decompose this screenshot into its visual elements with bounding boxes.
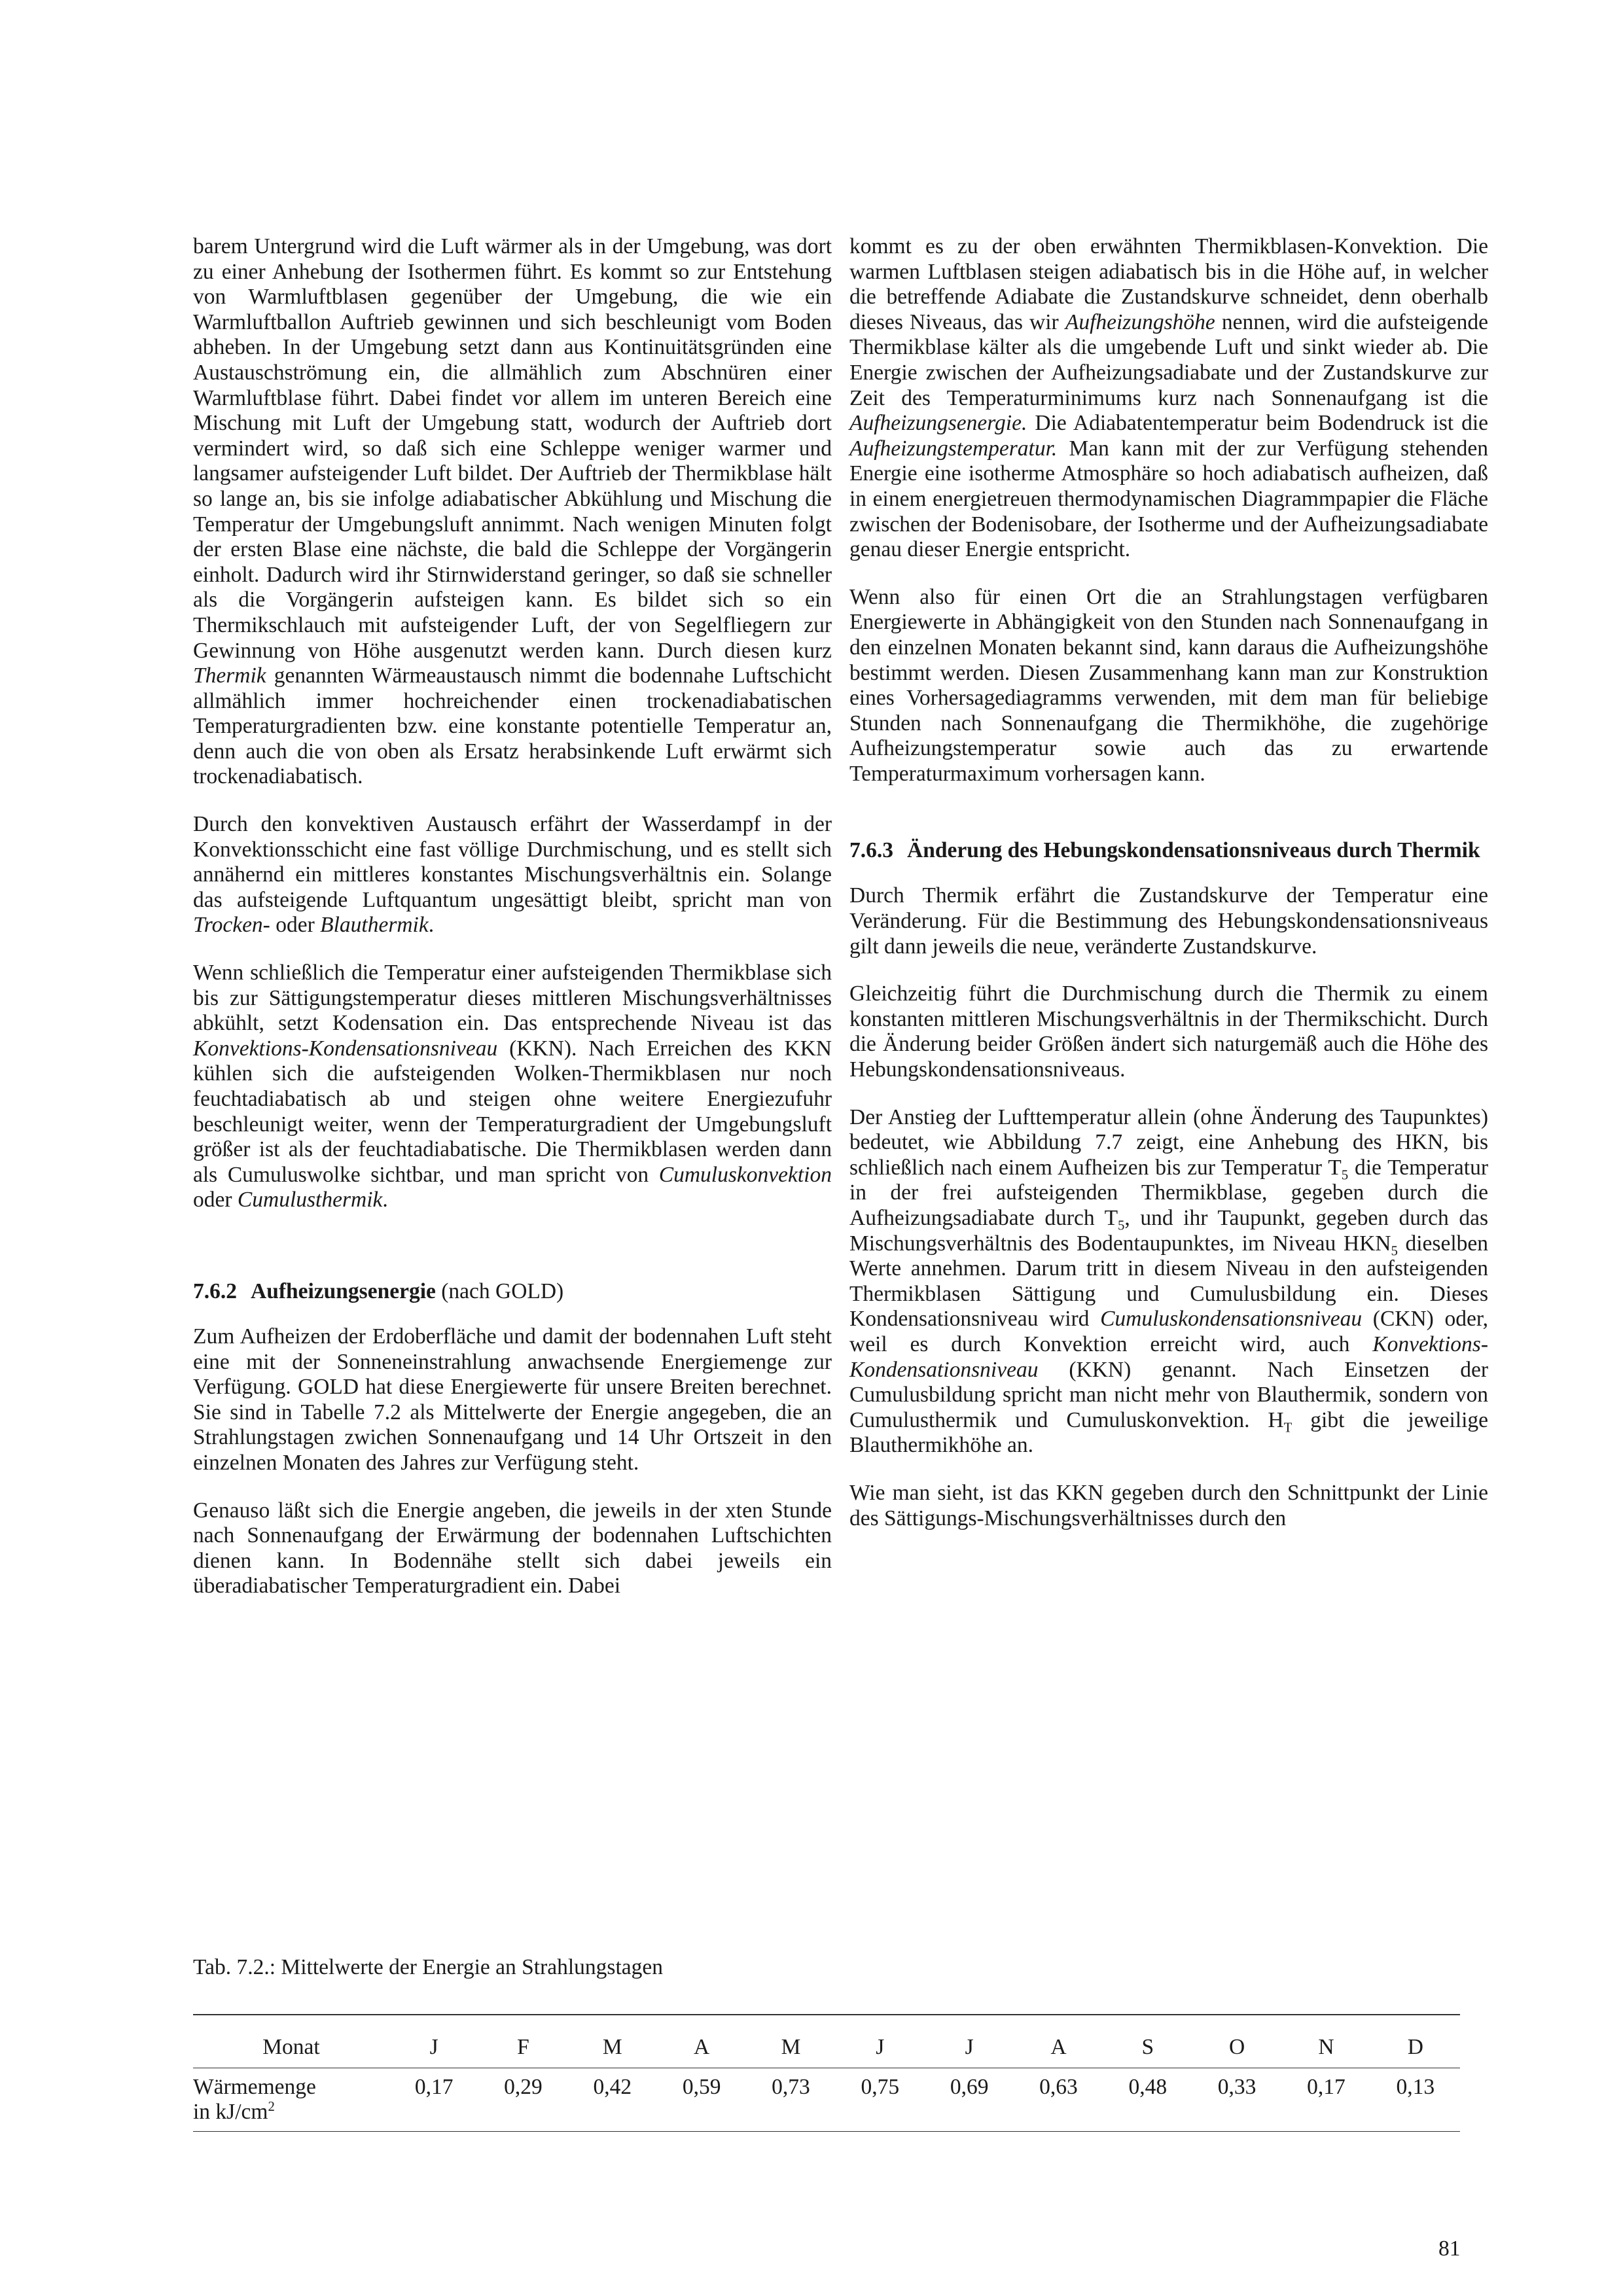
table-cell: 0,17 xyxy=(389,2068,478,2132)
table-header-row xyxy=(193,2015,1460,2068)
section-heading-7-6-2: 7.6.2 Aufheizungsenergie (nach GOLD) xyxy=(193,1279,564,1303)
paragraph: Wie man sieht, ist das KKN gegeben durch den Schnittpunkt der Linie des Sättigungs-Mischungsverhältnisses durch den xyxy=(849,1480,1488,1530)
left-column xyxy=(193,234,832,1621)
paragraph: kommt es zu der oben erwähnten Thermikblasen-Konvektion. Die warmen Luftblasen steigen adiabatisch bis in die Höhe auf, in welcher die betreffende Adiabate die Zustandskurve schneidet, denn oberhalb dieses Niveaus, das wir Aufheizungshöhe nennen, wird die aufsteigende Thermikblase kälter als die umgebende Luft und sinkt wieder ab. Die Energie zwischen der Aufheizungsadiabate und der Zustandskurve zur Zeit des Temperaturminimums kurz nach Sonnenaufgang ist die Aufheizungsenergie. Die Adiabatentemperatur beim Bodendruck ist die Aufheizungstemperatur. Man kann mit der zur Verfügung stehenden Energie eine isotherme Atmosphäre so hoch adiabatisch aufheizen, daß in einem energietreuen thermodynamischen Diagrammpapier die Fläche zwischen der Bodenisobare, der Isotherme und der Aufheizungsadiabate genau dieser Energie entspricht. xyxy=(849,234,1489,562)
header-month: M xyxy=(746,2015,835,2068)
paragraph: Gleichzeitig führt die Durchmischung durch die Thermik zu einem konstanten mittleren Mischungsverhältnis in der Thermikschicht. Durch die Änderung beider Größen ändert sich naturgemäß auch die Höhe des Hebungskondensationsniveaus. xyxy=(849,981,1488,1082)
row-label: Wärmemenge in $kJ/cm^2$ xyxy=(193,2068,389,2132)
header-month: J xyxy=(836,2015,925,2068)
header-month: A xyxy=(1014,2015,1103,2068)
table-cell: 0,42 xyxy=(568,2068,657,2132)
section-heading-7-6-3: 7.6.3 Änderung des Hebungskondensationsniveaus durch Thermik xyxy=(849,838,1480,863)
table-cell: 0,75 xyxy=(836,2068,925,2132)
header-month: A xyxy=(657,2015,746,2068)
table-cell: 0,13 xyxy=(1371,2068,1460,2132)
table-cell: 0,63 xyxy=(1014,2068,1103,2132)
paragraph: barem Untergrund wird die Luft wärmer als in der Umgebung, was dort zu einer Anhebung der Isothermen führt. Es kommt so zur Entstehung von Warmluftblasen gegenüber der Umgebung, die wie ein Warmluftballon Auftrieb gewinnen und sich beschleunigt vom Boden abheben. In der Umgebung setzt dann aus Kontinuitätsgründen eine Austauschströmung ein, die allmählich zum Abschnüren einer Warmluftblase führt. Dabei findet vor allem im unteren Bereich eine Mischung mit Luft der Umgebung statt, wodurch der Auftrieb dort vermindert wird, so daß sich eine Schleppe weniger warmer und langsamer aufsteigender Luft bildet. Der Auftrieb der Thermikblase hält so lange an, bis sie infolge adiabatischer Abkühlung und Mischung die Temperatur der Umgebungsluft annimmt. Nach wenigen Minuten folgt der ersten Blase eine nächste, die bald die Schleppe der Vorgängerin einholt. Dadurch wird ihr Stirnwiderstand geringer, so daß sie schneller als die Vorgängerin aufsteigen kann. Es bildet sich so ein Thermikschlauch mit aufsteigender Luft, der von Segelfliegern zur Gewinnung von Höhe ausgenutzt werden kann. Durch diesen kurz Thermik genannten Wärmeaustausch nimmt die bodennahe Luftschicht allmählich immer hochreichender einen trockenadiabatischen Temperaturgradienten bzw. eine konstante potentielle Temperatur an, denn auch die von oben als Ersatz herabsinkende Luft erwärmt sich trockenadiabatisch. xyxy=(193,234,832,789)
right-column xyxy=(849,234,1488,1553)
paragraph: Durch Thermik erfährt die Zustandskurve der Temperatur eine Veränderung. Für die Bestimmung des Hebungskondensationsniveaus gilt dann jeweils die neue, veränderte Zustandskurve. xyxy=(849,883,1488,959)
table-cell: 0,17 xyxy=(1281,2068,1370,2132)
table-row xyxy=(193,2068,1460,2132)
paragraph: Zum Aufheizen der Erdoberfläche und damit der bodennahen Luft steht eine mit der Sonneneinstrahlung anwachsende Energiemenge zur Verfügung. GOLD hat diese Energiewerte für unsere Breiten berechnet. Sie sind in Tabelle 7.2 als Mittelwerte der Energie angegeben, die an Strahlungstagen zwichen Sonnenaufgang und 14 Uhr Ortszeit in den einzelnen Monaten des Jahres zur Verfügung steht. xyxy=(193,1324,832,1475)
header-monat: Monat xyxy=(193,2015,389,2068)
header-month: O xyxy=(1192,2015,1281,2068)
header-month: D xyxy=(1371,2015,1460,2068)
table-cell: 0,33 xyxy=(1192,2068,1281,2132)
energy-table xyxy=(193,2014,1460,2132)
header-month: N xyxy=(1281,2015,1370,2068)
page-number: 81 xyxy=(1438,2236,1461,2261)
header-month: J xyxy=(389,2015,478,2068)
table-cell: 0,73 xyxy=(746,2068,835,2132)
header-month: M xyxy=(568,2015,657,2068)
header-month: J xyxy=(925,2015,1014,2068)
table-cell: 0,48 xyxy=(1103,2068,1192,2132)
header-month: F xyxy=(478,2015,567,2068)
paragraph: Genauso läßt sich die Energie angeben, die jeweils in der xten Stunde nach Sonnenaufgang der Erwärmung der bodennahen Luftschichten dienen kann. In Bodennähe stellt sich dabei jeweils ein überadiabatischer Temperaturgradient ein. Dabei xyxy=(193,1498,832,1598)
table-caption: Tab. 7.2.: Mittelwerte der Energie an Strahlungstagen xyxy=(193,1955,664,1979)
table-cell: 0,59 xyxy=(657,2068,746,2132)
table-cell: 0,29 xyxy=(478,2068,567,2132)
paragraph: Der Anstieg der Lufttemperatur allein (ohne Änderung des Taupunktes) bedeutet, wie Abbildung 7.7 zeigt, eine Anhebung des HKN, bis schließlich nach einem Aufheizen bis zur Temperatur $T_5$ die Temperatur in der frei aufsteigenden Thermikblase, gegeben durch die Aufheizungsadiabate durch $T_5$, und ihr Taupunkt, gegeben durch das Mischungsverhältnis des Bodentaupunktes, im Niveau $HKN_5$ dieselben Werte annehmen. Darum tritt in diesem Niveau in den aufsteigenden Thermikblasen Sättigung und Cumulusbildung ein. Dieses Kondensationsniveau wird Cumuluskondensationsniveau (CKN) oder, weil es durch Konvektion erreicht wird, auch Konvektions-Kondensationsniveau (KKN) genannt. Nach Einsetzen der Cumulusbildung spricht man nicht mehr von Blauthermik, sondern von Cumulusthermik und Cumuluskonvektion. $H_T$ gibt die jeweilige Blauthermikhöhe an. xyxy=(849,1104,1489,1458)
paragraph: Durch den konvektiven Austausch erfährt der Wasserdampf in der Konvektionsschicht eine fast völlige Durchmischung, und es stellt sich annähernd ein mittleres konstantes Mischungsverhältnis ein. Solange das aufsteigende Luftquantum ungesättigt bleibt, spricht man von Trocken- oder Blauthermik. xyxy=(193,812,832,938)
header-month: S xyxy=(1103,2015,1192,2068)
paragraph: Wenn schließlich die Temperatur einer aufsteigenden Thermikblase sich bis zur Sättigungstemperatur dieses mittleren Mischungsverhältnisses abkühlt, setzt Kodensation ein. Das entsprechende Niveau ist das Konvektions-Kondensationsniveau (KKN). Nach Erreichen des KKN kühlen sich die aufsteigenden Wolken-Thermikblasen nur noch feuchtadiabatisch ab und steigen ohne weitere Energiezufuhr beschleunigt weiter, wenn der Temperaturgradient der Umgebungsluft größer ist als der feuchtadiabatische. Die Thermikblasen werden dann als Cumuluswolke sichtbar, und man spricht von Cumuluskonvektion oder Cumulusthermik. xyxy=(193,961,832,1212)
paragraph: Wenn also für einen Ort die an Strahlungstagen verfügbaren Energiewerte in Abhängigkeit von den Stunden nach Sonnenaufgang in den einzelnen Monaten bekannt sind, kann daraus die Aufheizungshöhe bestimmt werden. Diesen Zusammenhang kann man zur Konstruktion eines Vorhersagediagramms verwenden, mit dem man für beliebige Stunden nach Sonnenaufgang die Thermikhöhe, die zugehörige Aufheizungstemperatur sowie auch das zu erwartende Temperaturmaximum vorhersagen kann. xyxy=(849,584,1488,786)
table-cell: 0,69 xyxy=(925,2068,1014,2132)
